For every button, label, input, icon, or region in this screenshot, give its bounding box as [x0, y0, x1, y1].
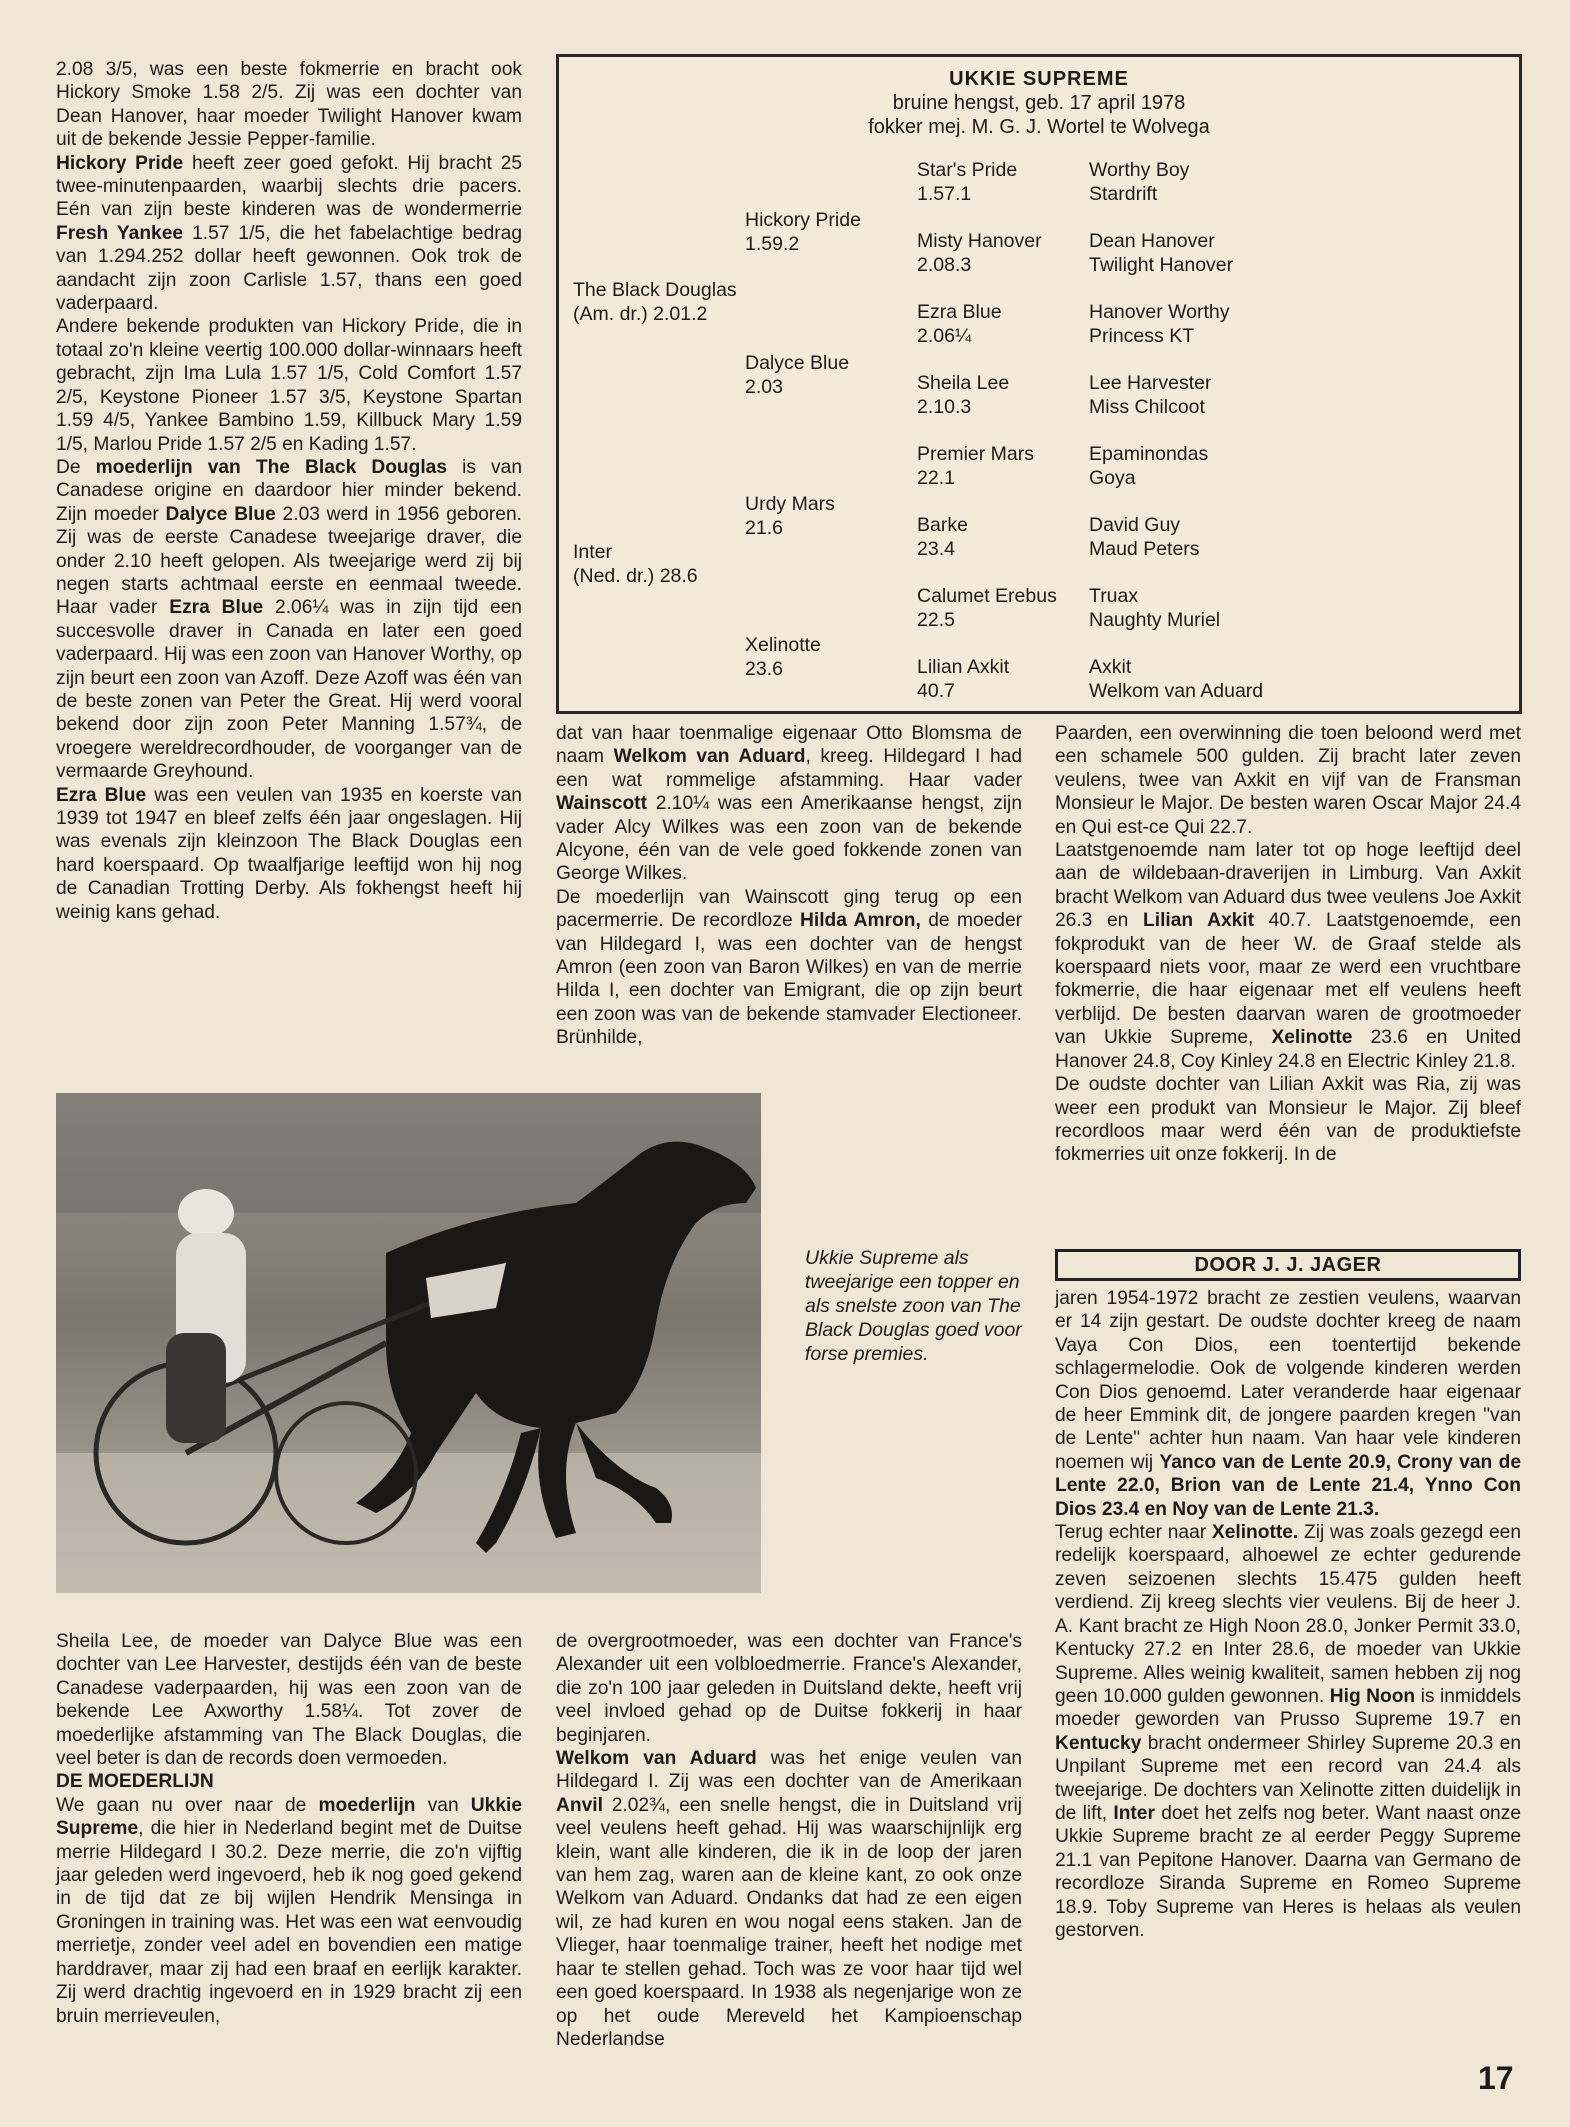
horse-name: Ezra Blue — [917, 301, 1002, 323]
text-run: , kreeg. Hildegard I had een wat rommelige afstamming. Haar vader — [556, 746, 1022, 791]
pedigree-gen4-pair — [1089, 656, 1263, 703]
bold-text: Ukkie Supreme — [56, 1794, 522, 1840]
pedigree-gen3-horse — [917, 230, 1042, 277]
horse-record: 1.57.1 — [917, 182, 972, 205]
bold-text: Xelinotte — [1271, 1027, 1353, 1049]
text-run: Paarden, een overwinning die toen beloond werd met een schamele 500 gulden. Zij bracht later zeven veulens, twee van Axkit en vijf van de Fransman Monsieur le Major. De besten waren Oscar Major 24.4 en Qui est-ce Qui 22.7. — [1055, 723, 1521, 838]
bold-text: Welkom van Aduard — [613, 746, 806, 768]
paragraph — [56, 152, 522, 316]
bold-text: Welkom van Aduard — [556, 1748, 757, 1770]
paragraph — [1055, 1521, 1521, 1942]
text-run: 1.57 1/5, die het fabelachtige bedrag van 1.294.252 dollar heeft gewonnen. Ook trok de aandacht zijn zoon Carlisle 1.57, thans een goed vaderpaard. — [56, 222, 522, 315]
paragraph — [56, 315, 522, 455]
paragraph — [56, 456, 522, 784]
paragraph — [56, 58, 522, 152]
text-run: Terug echter naar — [1055, 1522, 1212, 1544]
text-run: 23.6 en United Hanover 24.8, Coy Kinley 24.8 en Electric Kinley 21.8. — [1055, 1027, 1521, 1072]
pedigree-gen3-horse — [917, 443, 1034, 490]
text-run: 2.08 3/5, was een beste fokmerrie en bracht ook Hickory Smoke 1.58 2/5. Zij was een dochter van Dean Hanover, haar moeder Twilight Hanover kwam uit de bekende Jessie Pepper-familie. — [56, 59, 522, 151]
pedigree-breeder: fokker mej. M. G. J. Wortel te Wolvega — [868, 116, 1210, 138]
photo-caption: Ukkie Supreme als tweejarige een topper en als snelste zoon van The Black Douglas goed voor forse premies. — [805, 1247, 1022, 1365]
horse-record: (Am. dr.) 2.01.2 — [573, 302, 708, 325]
horse-name: Truax — [1089, 585, 1139, 607]
paragraph — [1055, 839, 1521, 1073]
article-column-2-bottom — [556, 1630, 1022, 2051]
horse-record: 21.6 — [745, 516, 783, 539]
horse-name: Calumet Erebus — [917, 585, 1057, 607]
text-run: Zij was zoals gezegd een redelijk koerspaard, alhoewel ze echter gedurende zeven seizoenen slechts 15.475 gulden heeft verdiend. Zij kreeg slechts vier veulens. Bij de heer J. A. Kant bracht ze High Noon 28.0, Jonker Permit 33.0, Kentucky 27.2 en Inter 28.6, de moeder van Ukkie Supreme. Alles weinig kwaliteit, samen hebben zij nog geen 10.000 gulden gewonnen. — [1055, 1522, 1521, 1707]
horse-record: 40.7 — [917, 679, 955, 702]
text-run: bracht ondermeer Shirley Supreme 20.3 en Unpilant Supreme met een record van 24.4 als tweejarige. De dochters van Xelinotte zitten duidelijk in de lift, — [1055, 1732, 1521, 1824]
horse-record: Twilight Hanover — [1089, 253, 1234, 276]
horse-record: 2.10.3 — [917, 395, 972, 418]
bold-text: Fresh Yankee — [56, 222, 184, 244]
horse-name: David Guy — [1089, 514, 1181, 536]
trotter-and-sulky-image — [56, 1093, 761, 1593]
horse-record: Goya — [1089, 466, 1136, 489]
bold-text: moederlijn van The Black Douglas — [95, 456, 448, 478]
bold-text: Hig Noon — [1329, 1685, 1416, 1707]
text-run: De oudste dochter van Lilian Axkit was Ria, zij was weer een produkt van Monsieur le Major. Zij bleef recordloos maar werd één van de produktiefste fokmerries uit onze fokkerij. In de — [1055, 1074, 1521, 1166]
pedigree-gen1-horse — [573, 541, 698, 588]
text-run: 2.03 werd in 1956 geboren. Zij was de eerste Canadese tweejarige draver, die onder 2.10 heeft gelopen. Als tweejarige werd zij bij negen starts achtmaal eerste en eenmaal tweede. Haar vader — [56, 503, 522, 619]
pedigree-gen3-horse — [917, 372, 1009, 419]
bold-text: Lilian Axkit — [1143, 910, 1255, 932]
text-run: Andere bekende produkten van Hickory Pride, die in totaal zo'n kleine veertig 100.000 dollar-winnaars heeft gebracht, zijn Ima Lula 1.57 1/5, Cold Comfort 1.57 2/5, Keystone Pioneer 1.57 3/5, Keystone Spartan 1.59 4/5, Yankee Bambino 1.59, Killbuck Mary 1.59 1/5, Marlou Pride 1.57 2/5 en Kading 1.57. — [56, 316, 522, 455]
text-run: , die hier in Nederland begint met de Duitse merrie Hildegard I 30.2. Deze merrie, die zo'n vijftig jaar geleden werd ingevoerd, heb ik nog goed gekend in de tijd dat ze bij wijlen Hendrik Mensinga in Groningen in training was. Het was een wat eenvoudig merrietje, zonder veel adel en bovendien een matige harddraver, maar zij had een braaf en eerlijk karakter. Zij werd drachtig ingevoerd en in 1929 bracht zij een bruin merrieveulen, — [56, 1818, 522, 2027]
article-column-3-bottom — [1055, 1287, 1521, 1942]
horse-record: 22.1 — [917, 466, 955, 489]
horse-record: Maud Peters — [1089, 537, 1200, 560]
bold-text: moederlijn — [318, 1794, 416, 1816]
text-run: van — [415, 1794, 471, 1816]
paragraph — [556, 886, 1022, 1050]
horse-name: Dean Hanover — [1089, 230, 1215, 252]
text-run: 2.06¼ was in zijn tijd een succesvolle draver in Canada en later een goed vaderpaard. Hij was een zoon van Hanover Worthy, op zijn beurt een zoon van Azoff. Deze Azoff was één van de beste zonen van Peter the Great. Hij werd vooral bekend door zijn zoon Peter Manning 1.57¾, de vroegere wereldrecordhouder, de voorganger van de vermaarde Greyhound. — [56, 597, 522, 783]
horse-name: Dalyce Blue — [745, 352, 850, 374]
horse-name: Worthy Boy — [1089, 159, 1190, 181]
text-run: de moeder van Hildegard I, was een dochter van de hengst Amron (een zoon van Baron Wilkes) en van de merrie Hilda I, een dochter van Emigrant, die op zijn beurt een zoon was van de bekende stamvader Electioneer. Brünhilde, — [556, 910, 1023, 1049]
article-column-2-top — [556, 722, 1022, 1050]
pedigree-gen4-pair — [1089, 372, 1211, 419]
pedigree-gen2-horse — [745, 352, 849, 399]
horse-name: The Black Douglas — [573, 279, 737, 301]
pedigree-gen4-pair — [1089, 301, 1230, 348]
bold-text: Hilda Amron, — [800, 910, 921, 932]
horse-record: 23.6 — [745, 657, 783, 680]
horse-name: Barke — [917, 514, 968, 536]
bold-text: Inter — [1113, 1802, 1155, 1824]
bold-text: Anvil — [556, 1794, 603, 1816]
bold-text: DE MOEDERLIJN — [56, 1771, 214, 1793]
paragraph — [1055, 1287, 1521, 1521]
bold-text: Dalyce Blue — [165, 503, 276, 525]
pedigree-subtitle: bruine hengst, geb. 17 april 1978 — [892, 92, 1186, 114]
horse-name: Hanover Worthy — [1089, 301, 1230, 323]
horse-record: Stardrift — [1089, 182, 1158, 205]
text-run: De — [56, 456, 96, 478]
paragraph — [1055, 1073, 1521, 1167]
horse-record: Miss Chilcoot — [1089, 395, 1205, 418]
paragraph — [56, 1630, 522, 1770]
horse-record: 2.06¼ — [917, 324, 972, 347]
text-run: was het enige veulen van Hildegard I. Zij was een dochter van de Amerikaan — [556, 1748, 1023, 1793]
pedigree-gen4-pair — [1089, 514, 1200, 561]
pedigree-gen1-horse — [573, 279, 737, 326]
horse-name: Premier Mars — [917, 443, 1035, 465]
pedigree-gen3-horse — [917, 514, 968, 561]
bold-text: Wainscott — [556, 793, 647, 815]
pedigree-gen3-horse — [917, 301, 1002, 348]
pedigree-gen4-pair — [1089, 443, 1208, 490]
horse-name: Star's Pride — [917, 159, 1018, 181]
text-run: is van Canadese origine en daardoor hier minder bekend. Zijn moeder — [56, 456, 522, 525]
horse-record: 2.03 — [745, 375, 783, 398]
pedigree-gen2-horse — [745, 493, 835, 540]
pedigree-gen3-horse — [917, 585, 1057, 632]
text-run: heeft zeer goed gefokt. Hij bracht 25 twee-minutenpaarden, waarbij slechts drie pacers. Eén van zijn beste kinderen was de wondermerrie — [56, 152, 522, 221]
horse-record: Princess KT — [1089, 324, 1195, 347]
bold-text: Ezra Blue — [56, 784, 147, 806]
horse-record: Welkom van Aduard — [1089, 679, 1264, 702]
article-column-3-top — [1055, 722, 1521, 1167]
horse-name: Lilian Axkit — [917, 656, 1010, 678]
bold-text: Kentucky — [1055, 1732, 1142, 1754]
text-run: 2.02¾, een snelle hengst, die in Duitsland vrij veel veulens heeft gehad. Hij was waarschijnlijk erg klein, want alle kinderen, die ik in de loop der jaren van hem zag, waren aan de kleine kant, zo ook onze Welkom van Aduard. Ondanks dat had ze een eigen wil, ze had kuren en wou nogal eens staken. Jan de Vlieger, haar toenmalige trainer, heeft het nodige met haar te stellen gehad. Toch was ze voor haar tijd wel een goed koerspaard. In 1938 als negenjarige won ze op het oude Mereveld het Kampioenschap Nederlandse — [556, 1794, 1022, 2050]
pedigree-gen3-horse — [917, 159, 1017, 206]
text-run: jaren 1954-1972 bracht ze zestien veulens, waarvan er 14 zijn gestart. De oudste dochter kreeg de naam Vaya Con Dios, een toentertijd bekende schlagermelodie. Ook de volgende kinderen werden Con Dios genoemd. Later veranderde haar eigenaar de heer Emmink dit, de jongere paarden kregen "van de Lente" achter hun naam. Van haar vele kinderen noemen wij — [1055, 1288, 1521, 1473]
horse-name: Sheila Lee — [917, 372, 1010, 394]
article-column-1-top — [56, 58, 522, 924]
horse-name: Urdy Mars — [745, 493, 835, 515]
bold-text: Hickory Pride — [56, 152, 184, 174]
bold-text: Ezra Blue — [169, 597, 264, 619]
text-run: Sheila Lee, de moeder van Dalyce Blue was een dochter van Lee Harvester, destijds één van de beste Canadese vaderpaarden, hij was een zoon van de bekende Lee Axworthy 1.58¼. Tot zover de moederlijke afstamming van The Black Douglas, die veel beter is dan de records doen vermoeden. — [56, 1631, 522, 1770]
paragraph — [56, 784, 522, 924]
paragraph — [1055, 722, 1521, 839]
bold-text: Yanco van de Lente 20.9, Crony van de Lente 22.0, Brion van de Lente 21.4, Ynno Con Dios 23.4 en Noy van de Lente 21.3. — [1055, 1451, 1521, 1520]
text-run: is inmiddels moeder geworden van Prusso Supreme 19.7 en — [1055, 1685, 1521, 1731]
page-number: 17 — [1478, 2060, 1514, 2096]
text-run: De moederlijn van Wainscott ging terug op een pacermerrie. De recordloze — [556, 886, 1022, 932]
paragraph — [556, 1630, 1022, 1747]
horse-name: Xelinotte — [745, 634, 821, 656]
text-run: We gaan nu over naar de — [56, 1794, 319, 1816]
pedigree-gen4-pair — [1089, 585, 1220, 632]
author-byline: DOOR J. J. JAGER — [1055, 1249, 1521, 1281]
pedigree-title: UKKIE SUPREME — [949, 68, 1129, 90]
text-run: de overgrootmoeder, was een dochter van France's Alexander uit een volbloedmerrie. France's Alexander, die zo'n 100 jaar geleden in Duitsland dekte, heeft vrij veel invloed gehad op de Duitse fokkerij in haar beginjaren. — [556, 1631, 1022, 1746]
horse-name: Lee Harvester — [1089, 372, 1212, 394]
horse-name: Misty Hanover — [917, 230, 1042, 252]
bold-text: Xelinotte. — [1211, 1522, 1299, 1544]
pedigree-gen3-horse — [917, 656, 1009, 703]
pedigree-gen4-pair — [1089, 159, 1189, 206]
paragraph — [556, 1747, 1022, 2051]
horse-name: Hickory Pride — [745, 209, 861, 231]
text-run: 2.10¼ was een Amerikaanse hengst, zijn vader Alcy Wilkes was een zoon van de bekende Alcyone, één van de vele goed fokkende zonen van George Wilkes. — [556, 793, 1022, 885]
pedigree-gen2-horse — [745, 634, 821, 681]
horse-record: (Ned. dr.) 28.6 — [573, 564, 698, 587]
text-run: Laatstgenoemde nam later tot op hoge leeftijd deel aan de wildebaan-draverijen in Limburg. Van Axkit bracht Welkom van Aduard dus twee veulens Joe Axkit 26.3 en — [1055, 840, 1521, 932]
pedigree-gen4-pair — [1089, 230, 1233, 277]
horse-record: 1.59.2 — [745, 232, 800, 255]
text-run: 40.7. Laatstgenoemde, een fokprodukt van de heer W. de Graaf stelde als koerspaard niets voor, maar ze werd een vruchtbare fokmerrie, die haar eigenaar met elf veulens heeft verblijd. De besten daarvan waren de grootmoeder van Ukkie Supreme, — [1055, 910, 1521, 1049]
harness-racing-photo — [56, 1093, 761, 1593]
horse-record: Naughty Muriel — [1089, 608, 1221, 631]
horse-name: Inter — [573, 541, 613, 563]
pedigree-gen2-horse — [745, 209, 861, 256]
article-column-1-bottom — [56, 1630, 522, 2028]
horse-name: Epaminondas — [1089, 443, 1209, 465]
paragraph — [556, 722, 1022, 886]
text-run: doet het zelfs nog beter. Want naast onze Ukkie Supreme bracht ze al eerder Peggy Supreme 21.1 van Pepitone Hanover. Daarna van Germano de recordloze Siranda Supreme en Romeo Supreme 18.9. Toby Supreme van Heres is helaas als veulen gestorven. — [1055, 1802, 1521, 1941]
horse-record: 22.5 — [917, 608, 955, 631]
horse-record: 23.4 — [917, 537, 955, 560]
paragraph — [56, 1794, 522, 2028]
horse-name: Axkit — [1089, 656, 1132, 678]
horse-record: 2.08.3 — [917, 253, 972, 276]
text-run: was een veulen van 1935 en koerste van 1939 tot 1947 en bleef zelfs één jaar ongeslagen. Hij was evenals zijn kleinzoon The Black Douglas een hard koerspaard. Op twaalfjarige leeftijd won hij nog de Canadian Trotting Derby. Als fokhengst heeft hij weinig kans gehad. — [56, 784, 522, 923]
paragraph — [56, 1770, 522, 1793]
text-run: dat van haar toenmalige eigenaar Otto Blomsma de naam — [556, 723, 1022, 768]
pedigree-box — [556, 54, 1522, 714]
